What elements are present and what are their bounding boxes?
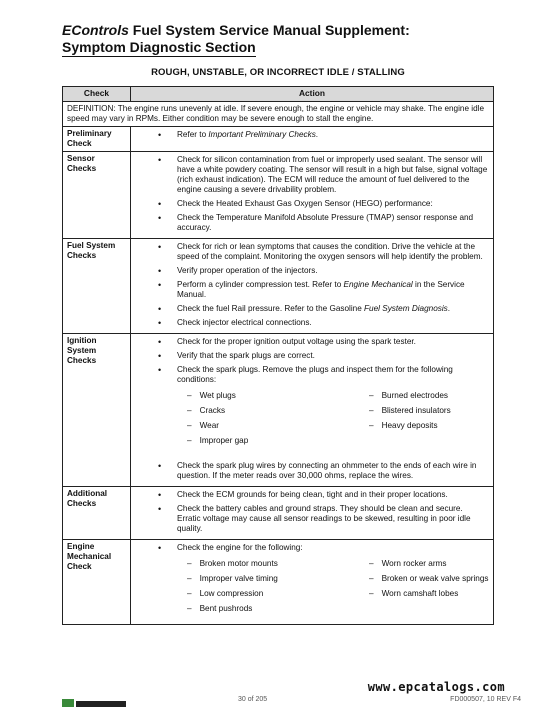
condition-item: – Worn camshaft lobes <box>369 589 519 604</box>
condition-item: – Bent pushrods <box>187 604 369 619</box>
table-row <box>63 487 494 540</box>
list-item: • Check the Heated Exhaust Gas Oxygen Sensor (HEGO) performance: <box>132 199 488 209</box>
list-item <box>132 543 488 619</box>
list-item <box>132 280 488 300</box>
condition-item: – Blistered insulators <box>369 406 519 421</box>
list-item: • Verify proper operation of the injectors. <box>132 266 488 276</box>
header-subtitle: Symptom Diagnostic Section <box>62 39 256 55</box>
table-row <box>63 334 494 487</box>
header-title: Fuel System Service Manual Supplement: <box>132 22 410 38</box>
list-item: • Verify that the spark plugs are correct. <box>132 351 488 361</box>
item-text: Check the spark plugs. Remove the plugs and inspect them for the following conditions: <box>177 365 453 384</box>
condition-list <box>177 391 488 451</box>
item-text: Perform a cylinder compression test. Refer to <box>177 280 344 289</box>
list-item: • Check the spark plug wires by connecting an ohmmeter to the ends of each wire in question. If the meter reads over 30,000 ohms, replace the wires. <box>132 461 488 481</box>
condition-item: – Worn rocker arms <box>369 559 519 574</box>
action-cell <box>131 152 494 239</box>
diagnostic-table <box>62 86 494 625</box>
header-title-line <box>62 22 522 39</box>
condition-list <box>177 559 488 619</box>
table-row <box>63 239 494 334</box>
action-cell <box>131 334 494 487</box>
reference-text: Engine Mechanical <box>343 280 413 289</box>
reference-text: Fuel System Diagnosis <box>364 304 448 313</box>
table-row <box>63 127 494 152</box>
item-text: Check the engine for the following: <box>177 543 303 552</box>
section-title: ROUGH, UNSTABLE, OR INCORRECT IDLE / STALLING <box>151 67 405 78</box>
condition-item: – Burned electrodes <box>369 391 519 406</box>
list-item: • Check the battery cables and ground straps. They should be clean and secure. Erratic voltage may cause all sensor readings to be skewed, resulting in poor idle quality. <box>132 504 488 534</box>
item-text: . <box>315 130 319 139</box>
list-item: • Check for silicon contamination from fuel or improperly used sealant. The sensor will have a white powdery coating. The sensor will result in a high but false, signal voltage (rich exhaust indication). The ECM will reduce the amount of fuel delivered to the engine causing a severe drivability problem. <box>132 155 488 195</box>
table-row <box>63 152 494 239</box>
item-text: . <box>447 304 451 313</box>
table-header-row <box>63 87 494 102</box>
condition-item: – Broken motor mounts <box>187 559 369 574</box>
definition-text: DEFINITION: The engine runs unevenly at idle. If severe enough, the engine or vehicle may shake. The engine idle speed may vary in RPMs. Either condition may be severe enough to stall the engine. <box>63 102 494 127</box>
check-label-sensor: Sensor Checks <box>63 152 131 239</box>
condition-item: – Broken or weak valve springs <box>369 574 519 589</box>
item-text: Check the fuel Rail pressure. Refer to the Gasoline <box>177 304 365 313</box>
document-header <box>62 22 522 57</box>
action-cell <box>131 239 494 334</box>
column-header-action: Action <box>131 87 494 102</box>
condition-item: – Wet plugs <box>187 391 369 406</box>
list-item: • Check injector electrical connections. <box>132 318 488 328</box>
action-cell <box>131 487 494 540</box>
check-label-engine-mechanical: Engine Mechanical Check <box>63 540 131 625</box>
check-label-additional: Additional Checks <box>63 487 131 540</box>
condition-item: – Improper gap <box>187 436 369 451</box>
check-label-preliminary: Preliminary Check <box>63 127 131 152</box>
table-row <box>63 540 494 625</box>
column-header-check: Check <box>63 87 131 102</box>
list-item: • Check for rich or lean symptoms that causes the condition. Drive the vehicle at the speed of the complaint. Monitoring the oxygen sensors will help identify the problem. <box>132 242 488 262</box>
action-cell <box>131 540 494 625</box>
watermark-url[interactable]: www.epcatalogs.com <box>367 680 505 694</box>
list-item <box>132 304 488 314</box>
action-cell <box>131 127 494 152</box>
list-item: • Check for the proper ignition output voltage using the spark tester. <box>132 337 488 347</box>
check-label-ignition: Ignition System Checks <box>63 334 131 487</box>
document-code: FD000507, 10 REV F4 <box>450 696 521 703</box>
item-text: in the Service Manual. <box>177 280 465 299</box>
list-item <box>132 130 488 140</box>
reference-link-text: Important Preliminary Checks <box>208 130 316 139</box>
list-item: • Check the ECM grounds for being clean, tight and in their proper locations. <box>132 490 488 500</box>
brand-name: EControls <box>62 22 129 38</box>
company-logo <box>62 694 132 704</box>
definition-row <box>63 102 494 127</box>
list-item: • Check the Temperature Manifold Absolute Pressure (TMAP) sensor response and accuracy. <box>132 213 488 233</box>
condition-item: – Improper valve timing <box>187 574 369 589</box>
check-label-fuel-system: Fuel System Checks <box>63 239 131 334</box>
page-number: 30 of 205 <box>238 696 268 703</box>
condition-item: – Heavy deposits <box>369 421 519 436</box>
condition-item: – Wear <box>187 421 369 436</box>
item-text: Refer to <box>177 130 209 139</box>
condition-item: – Low compression <box>187 589 369 604</box>
list-item <box>132 365 488 451</box>
condition-item: – Cracks <box>187 406 369 421</box>
